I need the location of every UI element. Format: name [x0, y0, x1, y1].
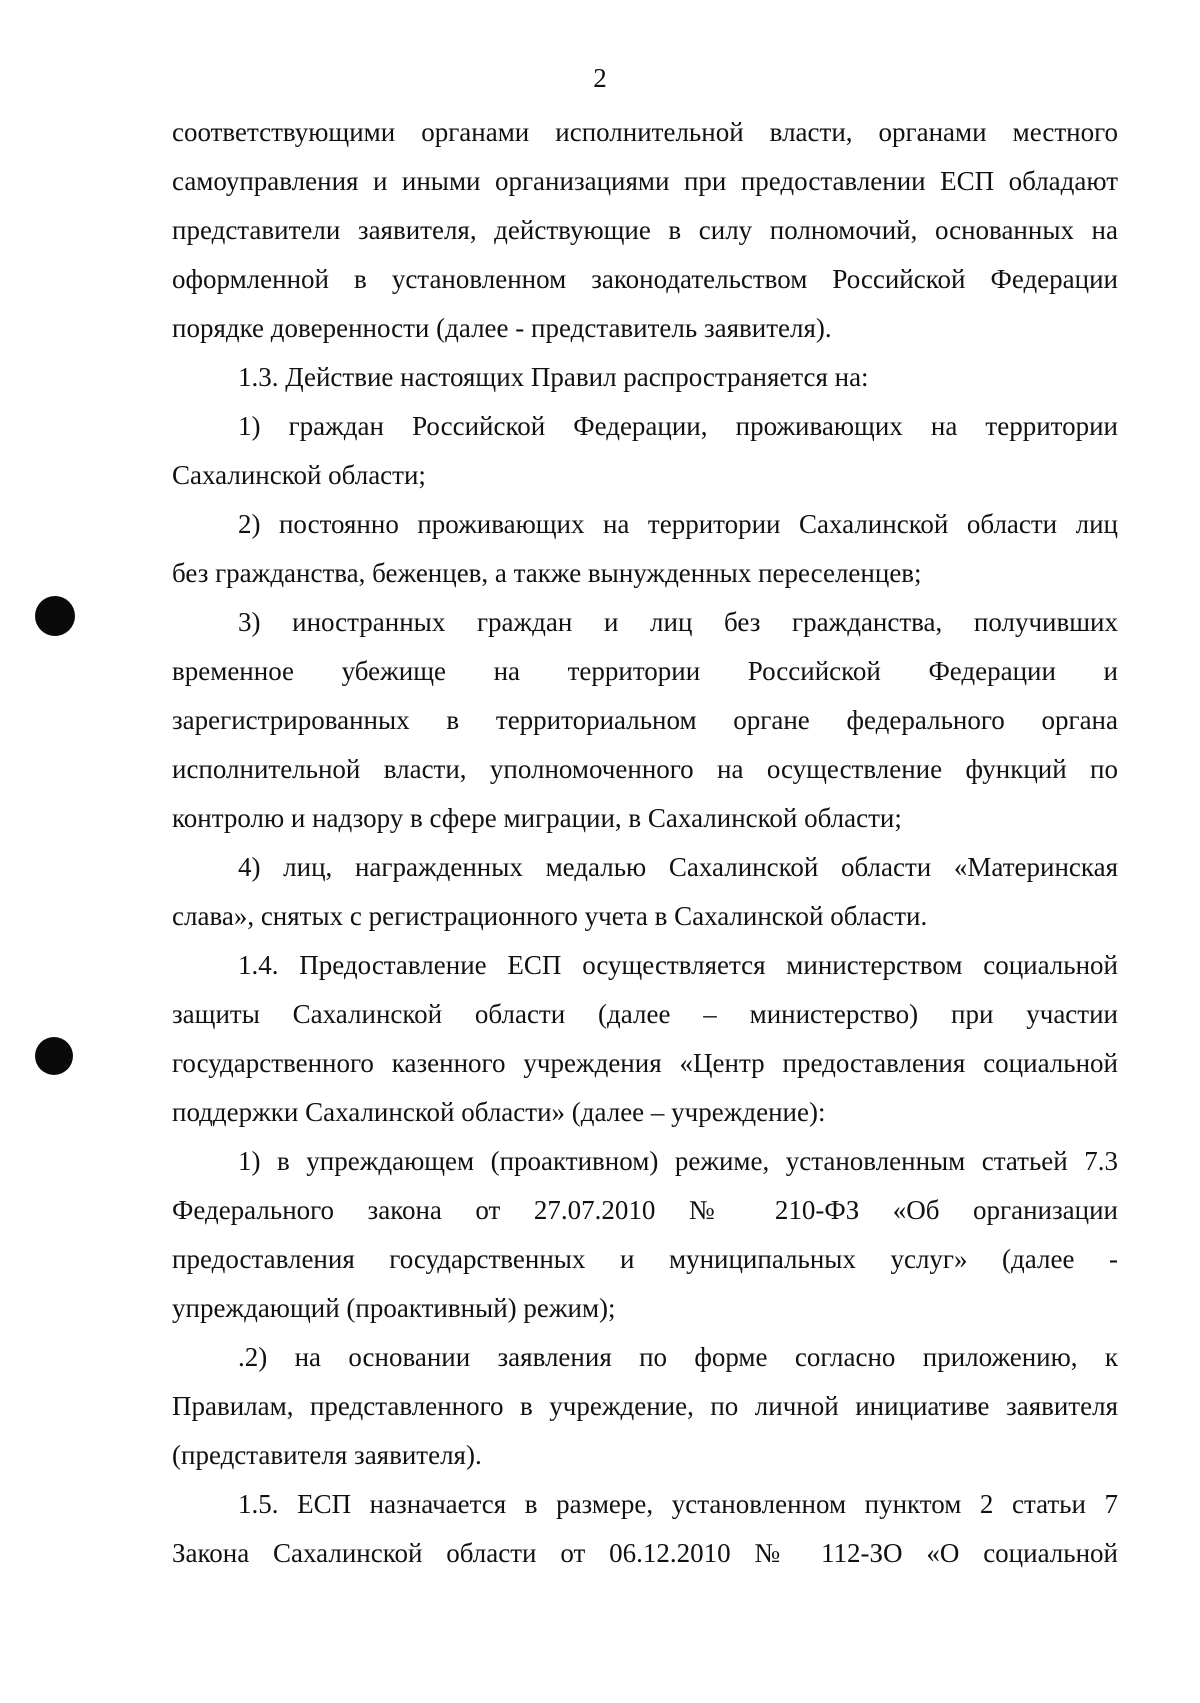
- text-line: временное убежище на территории Российской Федерации и: [172, 656, 1118, 686]
- text-line: Закона Сахалинской области от 06.12.2010 № 112-ЗО «О социальной: [172, 1538, 1118, 1568]
- text-line: исполнительной власти, уполномоченного на осуществление функций по: [172, 754, 1118, 784]
- text-line: самоуправления и иными организациями при предоставлении ЕСП обладают: [172, 166, 1118, 196]
- text-line: .2) на основании заявления по форме согласно приложению, к: [238, 1342, 1118, 1372]
- text-line: соответствующими органами исполнительной власти, органами местного: [172, 117, 1118, 147]
- text-line: (представителя заявителя).: [172, 1440, 482, 1470]
- text-line: 4) лиц, награжденных медалью Сахалинской области «Материнская: [238, 852, 1118, 882]
- text-line: порядке доверенности (далее - представитель заявителя).: [172, 313, 832, 343]
- text-line: Правилам, представленного в учреждение, по личной инициативе заявителя: [172, 1391, 1118, 1421]
- text-line: слава», снятых с регистрационного учета в Сахалинской области.: [172, 901, 928, 931]
- text-line: 3) иностранных граждан и лиц без гражданства, получивших: [238, 607, 1118, 637]
- text-line: Федерального закона от 27.07.2010 № 210-ФЗ «Об организации: [172, 1195, 1118, 1225]
- text-line: 1.3. Действие настоящих Правил распространяется на:: [238, 362, 869, 392]
- text-line: оформленной в установленном законодательством Российской Федерации: [172, 264, 1118, 294]
- text-line: поддержки Сахалинской области» (далее – учреждение):: [172, 1097, 826, 1127]
- text-line: 1) граждан Российской Федерации, проживающих на территории: [238, 411, 1118, 441]
- text-line: 1.4. Предоставление ЕСП осуществляется министерством социальной: [238, 950, 1118, 980]
- text-line: Сахалинской области;: [172, 460, 426, 490]
- text-line: 1.5. ЕСП назначается в размере, установленном пунктом 2 статьи 7: [238, 1489, 1118, 1519]
- text-line: государственного казенного учреждения «Центр предоставления социальной: [172, 1048, 1118, 1078]
- text-line: упреждающий (проактивный) режим);: [172, 1293, 616, 1323]
- document-body: [172, 108, 1118, 1578]
- text-line: представители заявителя, действующие в силу полномочий, основанных на: [172, 215, 1118, 245]
- text-line: контролю и надзору в сфере миграции, в Сахалинской области;: [172, 803, 902, 833]
- text-line: 2) постоянно проживающих на территории Сахалинской области лиц: [238, 509, 1118, 539]
- text-line: защиты Сахалинской области (далее – министерство) при участии: [172, 999, 1118, 1029]
- text-line: зарегистрированных в территориальном органе федерального органа: [172, 705, 1118, 735]
- punch-hole-mark: [35, 596, 75, 636]
- page-number: 2: [593, 63, 607, 93]
- text-line: без гражданства, беженцев, а также вынужденных переселенцев;: [172, 558, 922, 588]
- punch-hole-mark: [35, 1037, 73, 1075]
- text-line: 1) в упреждающем (проактивном) режиме, установленным статьей 7.3: [238, 1146, 1118, 1176]
- text-line: предоставления государственных и муниципальных услуг» (далее -: [172, 1244, 1118, 1274]
